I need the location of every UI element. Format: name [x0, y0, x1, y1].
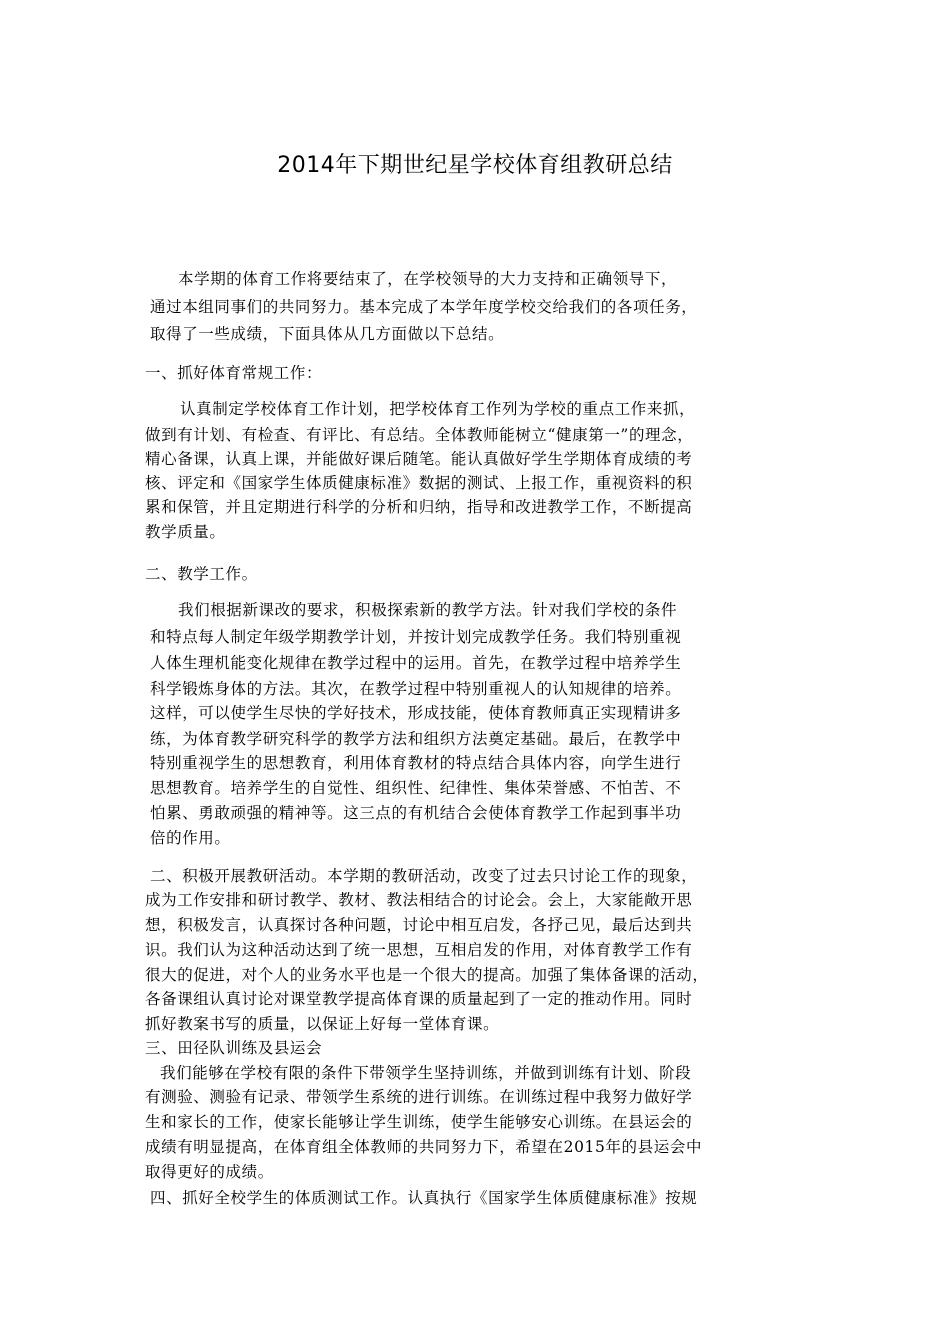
intro-line: 本学期的体育工作将要结束了，在学校领导的大力支持和正确领导下，: [178, 270, 678, 288]
paragraph-line: 和特点每人制定年级学期教学计划，并按计划完成教学任务。我们特别重视: [150, 628, 682, 646]
paragraph-line: 成为工作安排和研讨教学、教材、教法相结合的讨论会。会上，大家能敞开思: [145, 891, 693, 909]
paragraph-line: 这样，可以使学生尽快的学好技术，形成技能，使体育教师真正实现精讲多: [150, 704, 682, 722]
section-heading: 二、教学工作。: [145, 565, 258, 583]
paragraph-line: 思想教育。培养学生的自觉性、组织性、纪律性、集体荣誉感、不怕苦、不: [150, 779, 682, 797]
paragraph-line: 识。我们认为这种活动达到了统一思想，互相启发的作用，对体育教学工作有: [145, 941, 693, 959]
paragraph-line: 取得更好的成绩。: [145, 1163, 274, 1181]
paragraph-line: 倍的作用。: [150, 829, 231, 847]
section-heading: 三、田径队训练及县运会: [145, 1039, 323, 1057]
paragraph-line: 生和家长的工作，使家长能够让学生训练，使学生能够安心训练。在县运会的: [145, 1113, 693, 1131]
paragraph-line: 特别重视学生的思想教育，利用体育教材的特点结合具体内容，向学生进行: [150, 754, 682, 772]
paragraph-line: 四、抓好全校学生的体质测试工作。认真执行《国家学生体质健康标准》按规: [150, 1189, 698, 1207]
paragraph-line: 抓好教案书写的质量，以保证上好每一堂体育课。: [145, 1015, 500, 1033]
paragraph-line: 想，积极发言，认真探讨各种问题，讨论中相互启发，各抒己见，最后达到共: [145, 916, 693, 934]
paragraph-line: 累和保管，并且定期进行科学的分析和归纳，指导和改进教学工作，不断提高: [145, 498, 693, 516]
paragraph-line: 很大的促进，对个人的业务水平也是一个很大的提高。加强了集体备课的活动，: [145, 966, 709, 984]
paragraph-line: 做到有计划、有检查、有评比、有总结。全体教师能树立“健康第一”的理念，: [145, 426, 694, 444]
paragraph-line: 人体生理机能变化规律在教学过程中的运用。首先，在教学过程中培养学生: [150, 654, 682, 672]
paragraph-line: 科学锻炼身体的方法。其次，在教学过程中特别重视人的认知规律的培养。: [150, 680, 682, 698]
paragraph-line: 练，为体育教学研究科学的教学方法和组织方法奠定基础。最后，在教学中: [150, 730, 682, 748]
paragraph-line: 教学质量。: [145, 523, 226, 541]
intro-line: 取得了一些成绩，下面具体从几方面做以下总结。: [150, 325, 505, 343]
paragraph-line: 成绩有明显提高，在体育组全体教师的共同努力下，希望在2015年的县运会中: [145, 1138, 703, 1156]
paragraph-line: 精心备课，认真上课，并能做好课后随笔。能认真做好学生学期体育成绩的考: [145, 450, 693, 468]
paragraph-line: 有测验、测验有记录、带领学生系统的进行训练。在训练过程中我努力做好学: [145, 1088, 693, 1106]
paragraph-line: 我们能够在学校有限的条件下带领学生坚持训练，并做到训练有计划、阶段: [160, 1064, 692, 1082]
paragraph-line: 各备课组认真讨论对课堂教学提高体育课的质量起到了一定的推动作用。同时: [145, 990, 693, 1008]
section-heading: 一、抓好体育常规工作：: [145, 364, 323, 382]
paragraph-line: 核、评定和《国家学生体质健康标准》数据的测试、上报工作，重视资料的积: [145, 474, 693, 492]
document-title: 2014年下期世纪星学校体育组教研总结: [277, 153, 673, 178]
paragraph-line: 我们根据新课改的要求，积极探索新的教学方法。针对我们学校的条件: [178, 601, 678, 619]
paragraph-line: 认真制定学校体育工作计划，把学校体育工作列为学校的重点工作来抓，: [180, 400, 696, 418]
paragraph-line: 二、积极开展教研活动。本学期的教研活动，改变了过去只讨论工作的现象，: [150, 867, 698, 885]
paragraph-line: 怕累、勇敢顽强的精神等。这三点的有机结合会使体育教学工作起到事半功: [150, 804, 682, 822]
intro-line: 通过本组同事们的共同努力。基本完成了本学年度学校交给我们的各项任务，: [150, 298, 698, 316]
